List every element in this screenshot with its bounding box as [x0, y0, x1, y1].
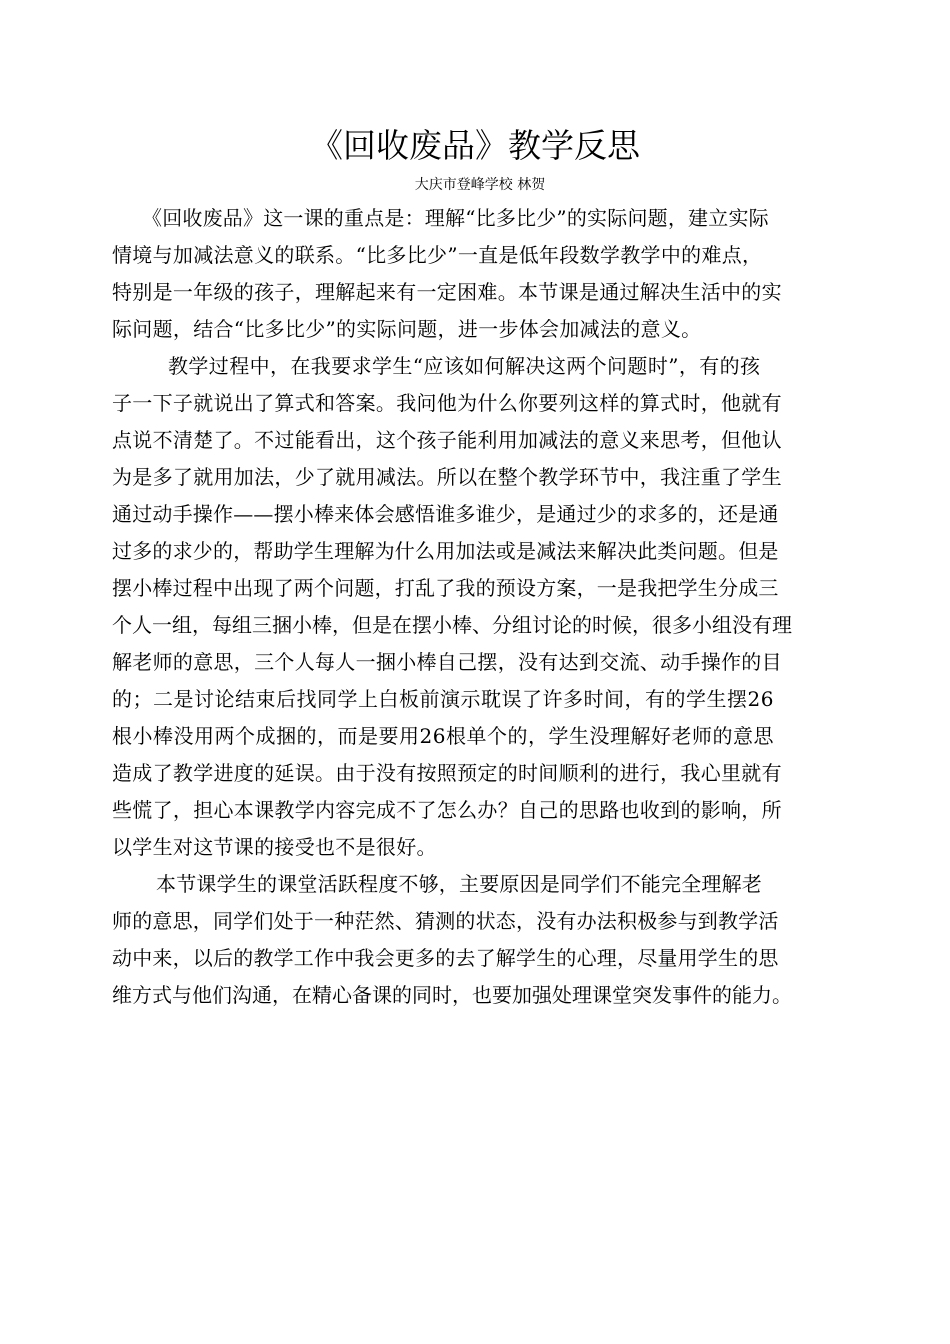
text-line: 根小棒没用两个成捆的，而是要用26根单个的，学生没理解好老师的意思 — [112, 724, 774, 748]
text-line: 摆小棒过程中出现了两个问题，打乱了我的预设方案，一是我把学生分成三 — [112, 576, 779, 600]
text-line: 个人一组，每组三捆小棒，但是在摆小棒、分组讨论的时候，很多小组没有理 — [112, 613, 792, 637]
text-line: 子一下子就说出了算式和答案。我问他为什么你要列这样的算式时，他就有 — [112, 391, 782, 415]
text-line: 解老师的意思，三个人每人一捆小棒自己摆，没有达到交流、动手操作的目 — [112, 650, 782, 674]
text-line: 师的意思，同学们处于一种茫然、猜测的状态，没有办法积极参与到教学活 — [112, 909, 779, 933]
text-line: 以学生对这节课的接受也不是很好。 — [112, 835, 437, 859]
author-byline: 大庆市登峰学校 林贺 — [414, 177, 546, 193]
text-line: 特别是一年级的孩子，理解起来有一定困难。本节课是通过解决生活中的实 — [112, 280, 782, 304]
text-line: 的；二是讨论结束后找同学上白板前演示耽误了许多时间，有的学生摆26 — [112, 687, 774, 711]
text-line: 《回收废品》这一课的重点是：理解“比多比少”的实际问题，建立实际 — [142, 206, 769, 230]
text-line: 教学过程中，在我要求学生“应该如何解决这两个问题时”，有的孩 — [168, 354, 761, 378]
document-body — [112, 200, 842, 1014]
text-line: 际问题，结合“比多比少”的实际问题，进一步体会加减法的意义。 — [112, 317, 702, 341]
text-line: 本节课学生的课堂活跃程度不够，主要原因是同学们不能完全理解老 — [156, 872, 762, 896]
text-line: 些慌了，担心本课教学内容完成不了怎么办？自己的思路也收到的影响，所 — [112, 798, 782, 822]
text-line: 动中来，以后的教学工作中我会更多的去了解学生的心理，尽量用学生的思 — [112, 946, 779, 970]
text-line: 维方式与他们沟通，在精心备课的同时，也要加强处理课堂突发事件的能力。 — [112, 983, 792, 1007]
text-line: 过多的求少的，帮助学生理解为什么用加法或是减法来解决此类问题。但是 — [112, 539, 779, 563]
text-line: 为是多了就用加法，少了就用减法。所以在整个教学环节中，我注重了学生 — [112, 465, 782, 489]
document-title: 《回收废品》教学反思 — [310, 126, 640, 165]
text-line: 情境与加减法意义的联系。“比多比少”一直是低年段数学教学中的难点， — [112, 243, 763, 267]
text-line: 点说不清楚了。不过能看出，这个孩子能利用加减法的意义来思考，但他认 — [112, 428, 782, 452]
text-line: 造成了教学进度的延误。由于没有按照预定的时间顺利的进行，我心里就有 — [112, 761, 782, 785]
text-line: 通过动手操作——摆小棒来体会感悟谁多谁少，是通过少的求多的，还是通 — [112, 502, 779, 526]
